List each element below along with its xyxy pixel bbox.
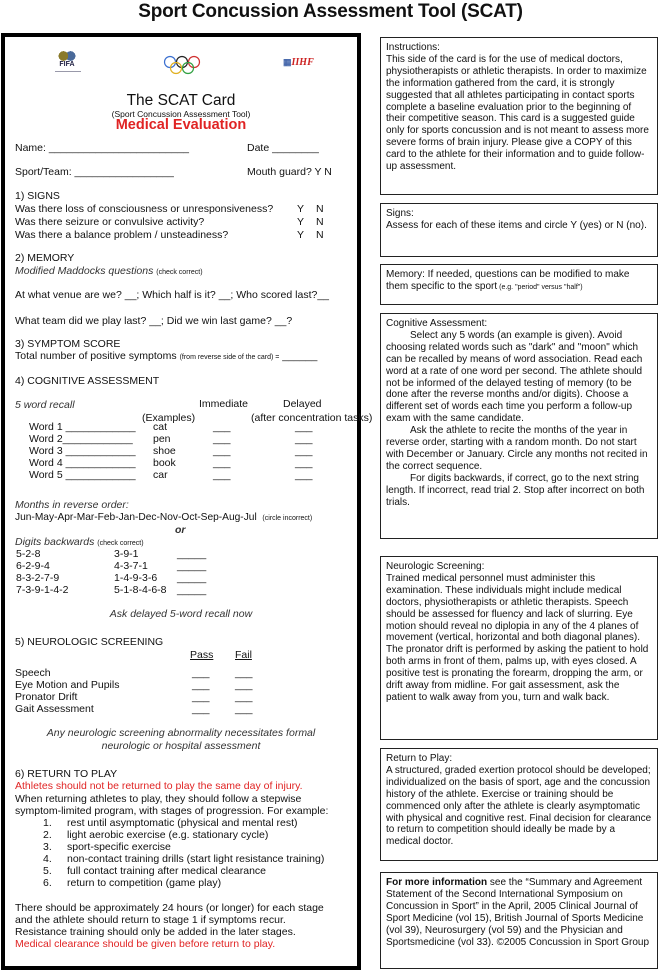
- neuro-gait-pass[interactable]: ___: [192, 703, 210, 715]
- or-label: or: [175, 524, 186, 536]
- memory-box-title: Memory:: [386, 269, 425, 280]
- memory-q2[interactable]: What team did we play last? __; Did we win last game? __?: [15, 315, 293, 327]
- col-fail: Fail: [235, 649, 252, 661]
- digits-row-3-blank[interactable]: _____: [177, 572, 207, 584]
- symptom-blank[interactable]: ______: [282, 350, 318, 362]
- digits-row-4-b[interactable]: 5-1-8-4-6-8: [114, 584, 167, 596]
- card-heading: Medical Evaluation: [115, 117, 247, 133]
- cognitive-box-p1: Select any 5 words (an example is given). Avoid choosing related words such as "dark" and "moon" which can be recalled by means of word association. Read each word at a rate of one word per second. The athlete should not be informed of the delayed testing of memory (to be done after the reverse months and/or digits). Choose a different set of words each time you perform a follow-up exam with the same candidate.: [386, 329, 643, 425]
- word-2-immediate[interactable]: ___: [213, 433, 231, 445]
- cognitive-box-p2: Ask the athlete to recite the months of the year in reverse order, starting with a random month. Do not start with December or January. Circle any months not recited in the correct sequence.: [386, 425, 648, 472]
- rtp-step-4: non-contact training drills (start light resistance training): [67, 853, 325, 865]
- memory-q1[interactable]: At what venue are we? __; Which half is it? __; Who scored last?__: [15, 289, 330, 301]
- col-immediate: Immediate: [199, 398, 249, 410]
- digits-row-4-blank[interactable]: _____: [177, 584, 207, 596]
- signs-q2-yes[interactable]: Y: [297, 216, 305, 228]
- neuro-eye-fail[interactable]: ___: [235, 679, 253, 691]
- sport-team-field[interactable]: Sport/Team: _________________: [15, 166, 174, 178]
- signs-q3: Was there a balance problem / unsteadiness?: [15, 229, 229, 241]
- digits-row-2-b[interactable]: 4-3-7-1: [114, 560, 148, 572]
- digits-row-1-a[interactable]: 5-2-8: [16, 548, 41, 560]
- delayed-note: (after concentration tasks): [251, 412, 373, 424]
- rtp-step-5-num: 5.: [43, 865, 52, 877]
- rtp-box: [380, 748, 658, 861]
- signs-q3-no[interactable]: N: [316, 229, 324, 241]
- digits-row-3-b[interactable]: 1-4-9-3-6: [114, 572, 158, 584]
- signs-q2-no[interactable]: N: [316, 216, 324, 228]
- memory-sub-note: (check correct): [156, 269, 203, 276]
- signs-box-title: Signs:: [386, 208, 414, 219]
- memory-box-body: If needed, questions can be modified to make them specific to the sport: [386, 269, 630, 292]
- rtp-heading: 6) RETURN TO PLAY: [15, 768, 118, 780]
- word-5-example: car: [153, 469, 168, 481]
- neuro-note-1: Any neurologic screening abnormality necessitates formal: [46, 727, 316, 739]
- scat-card: [1, 33, 373, 970]
- neuro-eye: Eye Motion and Pupils: [15, 679, 120, 691]
- neuro-speech-fail[interactable]: ___: [235, 667, 253, 679]
- delayed-recall-prompt: Ask delayed 5-word recall now: [109, 608, 253, 620]
- rtp-outro-1: There should be approximately 24 hours (or longer) for each stage: [15, 902, 324, 914]
- rtp-clearance: Medical clearance should be given before return to play.: [15, 938, 276, 950]
- rtp-intro-2: symptom-limited program, with stages of progression. For example:: [15, 805, 329, 817]
- more-info-title: For more information: [386, 877, 488, 888]
- cognitive-box: [380, 313, 658, 539]
- months-sequence[interactable]: Jun-May-Apr-Mar-Feb-Jan-Dec-Nov-Oct-Sep-Aug-Jul: [15, 512, 257, 523]
- neuro-note-2: neurologic or hospital assessment: [101, 740, 261, 752]
- logo-row: [5, 51, 357, 85]
- examples-label: (Examples): [142, 412, 196, 424]
- name-field[interactable]: Name: ________________________: [15, 142, 189, 154]
- signs-q1: Was there loss of consciousness or unresponsiveness?: [15, 203, 274, 215]
- rtp-step-5: full contact training after medical clearance: [67, 865, 267, 877]
- signs-box: [380, 203, 658, 257]
- digits-label: Digits backwards: [15, 536, 95, 548]
- word-5-immediate[interactable]: ___: [213, 469, 231, 481]
- rtp-step-2-num: 2.: [43, 829, 52, 841]
- signs-heading: 1) SIGNS: [15, 190, 60, 202]
- rtp-box-body: A structured, graded exertion protocol should be developed; individualized on the basis of sport, age and the concussion history of the athlete. Exercise or training should be commenced only after the athlete is clearly asymptomatic with physical and cognitive rest. Final decision for clearance to return to competition should ideally be made by a medical doctor.: [386, 764, 652, 848]
- iihf-logo-icon: ▦IIHF: [283, 57, 314, 68]
- rtp-step-6: return to competition (game play): [67, 877, 222, 889]
- card-subtitle: (Sport Concussion Assessment Tool): [111, 109, 251, 119]
- signs-q1-yes[interactable]: Y: [297, 203, 305, 215]
- months-label: Months in reverse order:: [15, 499, 129, 511]
- signs-q2: Was there seizure or convulsive activity?: [15, 216, 205, 228]
- digits-row-1-b[interactable]: 3-9-1: [114, 548, 139, 560]
- col-delayed: Delayed: [283, 398, 322, 410]
- col-pass: Pass: [190, 649, 214, 661]
- rtp-step-3-num: 3.: [43, 841, 52, 853]
- digits-note: (check correct): [97, 540, 144, 547]
- rtp-outro-2: and the athlete should return to stage 1 if symptoms recur.: [15, 914, 286, 926]
- symptom-note: (from reverse side of the card) =: [179, 354, 280, 361]
- word-5-delayed[interactable]: ___: [295, 469, 313, 481]
- cognitive-box-p3: For digits backwards, if correct, go to the next string length. If incorrect, read trial 2. Stop after incorrect on both trials.: [386, 472, 645, 508]
- memory-heading: 2) MEMORY: [15, 252, 75, 264]
- rtp-intro-1: When returning athletes to play, they should follow a stepwise: [15, 793, 302, 805]
- neuro-gait-fail[interactable]: ___: [235, 703, 253, 715]
- word-4-example: book: [153, 457, 176, 469]
- memory-sub: Modified Maddocks questions: [15, 265, 154, 277]
- signs-q3-yes[interactable]: Y: [297, 229, 305, 241]
- months-note: (circle incorrect): [262, 515, 313, 522]
- date-field[interactable]: Date ________: [247, 142, 319, 154]
- rtp-outro-3: Resistance training should only be added in the later stages.: [15, 926, 296, 938]
- rtp-warning: Athletes should not be returned to play the same day of injury.: [15, 780, 303, 792]
- neuro-box-body: Trained medical personnel must administer this examination. These individuals might include medical doctors, physiotherapists or athletic therapists. Speech should be assessed for fluency and lack of slurring. Eye motion should reveal no diplopia in any of the 4 planes of movement (vertical, horizontal and both diagonal planes). The pronator drift is performed by asking the patient to hold both arms in front of them, palms up, with eyes closed. A positive test is pronating the forearm, dropping the arm, or drift away from midline. For gait assessment, ask the patient to walk away from you, turn and walk back.: [386, 572, 649, 703]
- neuro-gait: Gait Assessment: [15, 703, 94, 715]
- word-2-field[interactable]: Word 2____________: [29, 433, 133, 445]
- word-4-delayed[interactable]: ___: [295, 457, 313, 469]
- word-3-delayed[interactable]: ___: [295, 445, 313, 457]
- signs-q1-no[interactable]: N: [316, 203, 324, 215]
- digits-row-1-blank[interactable]: _____: [177, 548, 207, 560]
- olympic-rings-icon: [163, 55, 201, 82]
- neuro-pronator-fail[interactable]: ___: [235, 691, 253, 703]
- rtp-step-2: light aerobic exercise (e.g. stationary cycle): [67, 829, 269, 841]
- word-1-immediate[interactable]: ___: [213, 421, 231, 433]
- word-3-field[interactable]: Word 3 ____________: [29, 445, 136, 457]
- rtp-step-1: rest until asymptomatic (physical and mental rest): [67, 817, 298, 829]
- rtp-step-4-num: 4.: [43, 853, 52, 865]
- card-title: The SCAT Card: [126, 92, 236, 109]
- digits-row-3-a[interactable]: 8-3-2-7-9: [16, 572, 60, 584]
- page-title: Sport Concussion Assessment Tool (SCAT): [138, 1, 523, 22]
- more-info-body: see the “Summary and Agreement Statement of the Second International Symposium on Concussion in Sport” in the April, 2005 Clinical Journal of Sport Medicine (vol 15), British Journal of Sports Medicine (vol 39), Neurosurgery (vol 59) and the Physician and Sportsmedicine (vol 33). ©2005 Concussion in Sport Group: [386, 877, 650, 948]
- cognitive-box-title: Cognitive Assessment:: [386, 318, 488, 329]
- word-2-example: pen: [153, 433, 171, 445]
- word-3-immediate[interactable]: ___: [213, 445, 231, 457]
- instructions-title: Instructions:: [386, 42, 440, 53]
- digits-row-2-blank[interactable]: _____: [177, 560, 207, 572]
- neuro-speech-pass[interactable]: ___: [192, 667, 210, 679]
- instructions-box: [380, 37, 658, 195]
- neuro-speech: Speech: [15, 667, 51, 679]
- neuro-eye-pass[interactable]: ___: [192, 679, 210, 691]
- rtp-step-3: sport-specific exercise: [67, 841, 171, 853]
- instructions-body: This side of the card is for the use of medical doctors, physiotherapists or athletic therapists. In order to maximize the information gathered from the card, it is strongly suggested that all athletes participating in contact sports complete a baseline evaluation prior to the beginning of their competitive season. This card is a suggested guide only for sports concussion and is not meant to assess more severe forms of brain injury. Please give a COPY of this card to the athlete for their information and to guide follow-up assessment.: [386, 53, 649, 173]
- word-2-delayed[interactable]: ___: [295, 433, 313, 445]
- rtp-step-6-num: 6.: [43, 877, 52, 889]
- symptom-heading: 3) SYMPTOM SCORE: [15, 338, 121, 350]
- word-1-field[interactable]: Word 1 ____________: [29, 421, 136, 433]
- mouthguard-field[interactable]: Mouth guard? Y N: [247, 166, 332, 178]
- recall-label: 5 word recall: [15, 399, 75, 411]
- neuro-box-title: Neurologic Screening:: [386, 561, 485, 572]
- word-4-field[interactable]: Word 4 ____________: [29, 457, 136, 469]
- neuro-pronator: Pronator Drift: [15, 691, 78, 703]
- word-3-example: shoe: [153, 445, 176, 457]
- signs-box-body: Assess for each of these items and circle Y (yes) or N (no).: [386, 219, 647, 231]
- more-info-box: [380, 872, 658, 969]
- neuro-heading: 5) NEUROLOGIC SCREENING: [15, 636, 164, 648]
- digits-row-4-a[interactable]: 7-3-9-1-4-2: [16, 584, 69, 596]
- rtp-step-1-num: 1.: [43, 817, 52, 829]
- digits-row-2-a[interactable]: 6-2-9-4: [16, 560, 50, 572]
- cognitive-heading: 4) COGNITIVE ASSESSMENT: [15, 375, 160, 387]
- word-1-delayed[interactable]: ___: [295, 421, 313, 433]
- word-5-field[interactable]: Word 5 ____________: [29, 469, 136, 481]
- neuro-pronator-pass[interactable]: ___: [192, 691, 210, 703]
- neuro-box: [380, 556, 658, 740]
- memory-box-note: (e.g. "period" versus "half"): [497, 283, 583, 291]
- memory-box: [380, 264, 658, 305]
- symptom-text: Total number of positive symptoms: [15, 350, 177, 362]
- fifa-logo-icon: FIFA: [55, 51, 79, 72]
- word-4-immediate[interactable]: ___: [213, 457, 231, 469]
- rtp-box-title: Return to Play:: [386, 753, 453, 764]
- word-1-example: cat: [153, 421, 168, 433]
